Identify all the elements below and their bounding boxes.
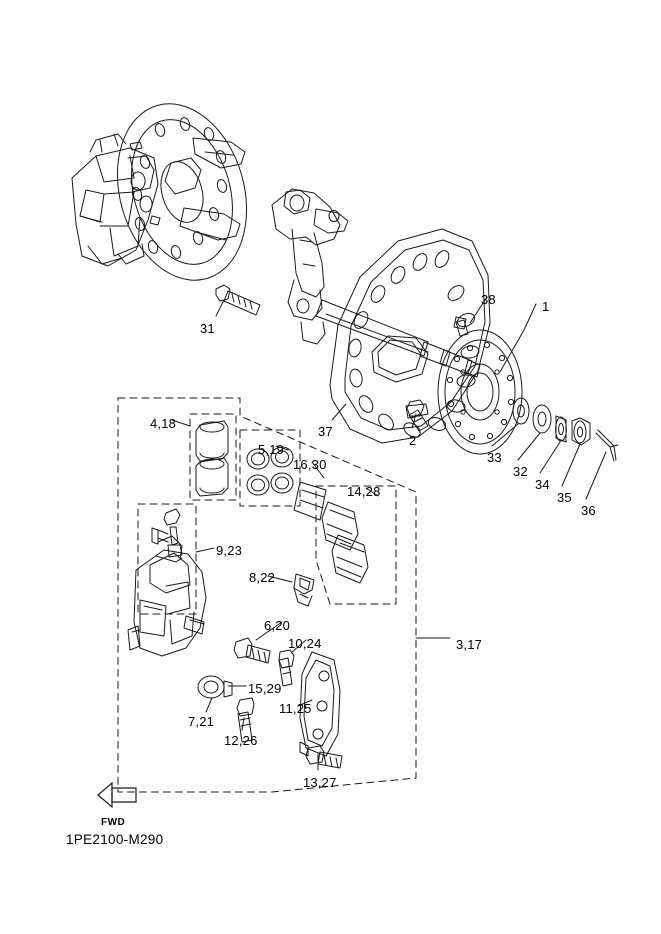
assembled-brake-view <box>72 88 266 295</box>
callout-37: 37 <box>318 424 333 439</box>
callout-8-22: 8,22 <box>249 570 276 585</box>
callout-35: 35 <box>557 490 572 505</box>
fwd-arrow-icon <box>96 781 140 811</box>
group-outlines <box>118 398 416 792</box>
callout-12-26: 12,26 <box>224 733 258 748</box>
callout-10-24: 10,24 <box>288 636 322 651</box>
callout-34: 34 <box>535 477 550 492</box>
callout-15-29: 15,29 <box>248 681 282 696</box>
caliper-kit <box>128 421 368 768</box>
slide-pins <box>234 638 294 686</box>
callout-4-18: 4,18 <box>150 416 177 431</box>
pad-spring-8-22 <box>294 574 314 606</box>
callout-3-17: 3,17 <box>456 637 483 652</box>
callout-14-28: 14,28 <box>347 484 381 499</box>
axle-hardware-stack <box>513 398 618 461</box>
bleed-screw-9-23 <box>152 509 182 562</box>
callout-5-19: 5,19 <box>258 442 285 457</box>
part-number-code: 1PE2100-M290 <box>66 832 164 847</box>
callout-32: 32 <box>513 464 528 479</box>
bolt-13-27 <box>306 746 342 768</box>
callout-16-30: 16,30 <box>293 457 327 472</box>
steering-knuckle-assembly <box>272 189 480 377</box>
callout-33: 33 <box>487 450 502 465</box>
caliper-body-3-17 <box>128 536 206 656</box>
callout-1: 1 <box>542 299 550 314</box>
brake-pads-14-28 <box>322 502 368 583</box>
bolt-31 <box>216 285 260 315</box>
callout-2: 2 <box>409 433 417 448</box>
leader-lines <box>172 297 606 770</box>
callout-38: 38 <box>481 292 496 307</box>
callout-6-20: 6,20 <box>264 618 291 633</box>
callout-36: 36 <box>581 503 596 518</box>
callout-11-25: 11,25 <box>279 701 312 716</box>
fwd-label: FWD <box>101 817 126 828</box>
callout-9-23: 9,23 <box>216 543 243 558</box>
brake-disc-1 <box>438 330 522 454</box>
pad-shim-16-30 <box>294 482 326 520</box>
callout-31: 31 <box>200 321 215 336</box>
callout-13-27: 13,27 <box>303 775 337 790</box>
pistons-4-18 <box>196 421 228 496</box>
callout-7-21: 7,21 <box>188 714 215 729</box>
